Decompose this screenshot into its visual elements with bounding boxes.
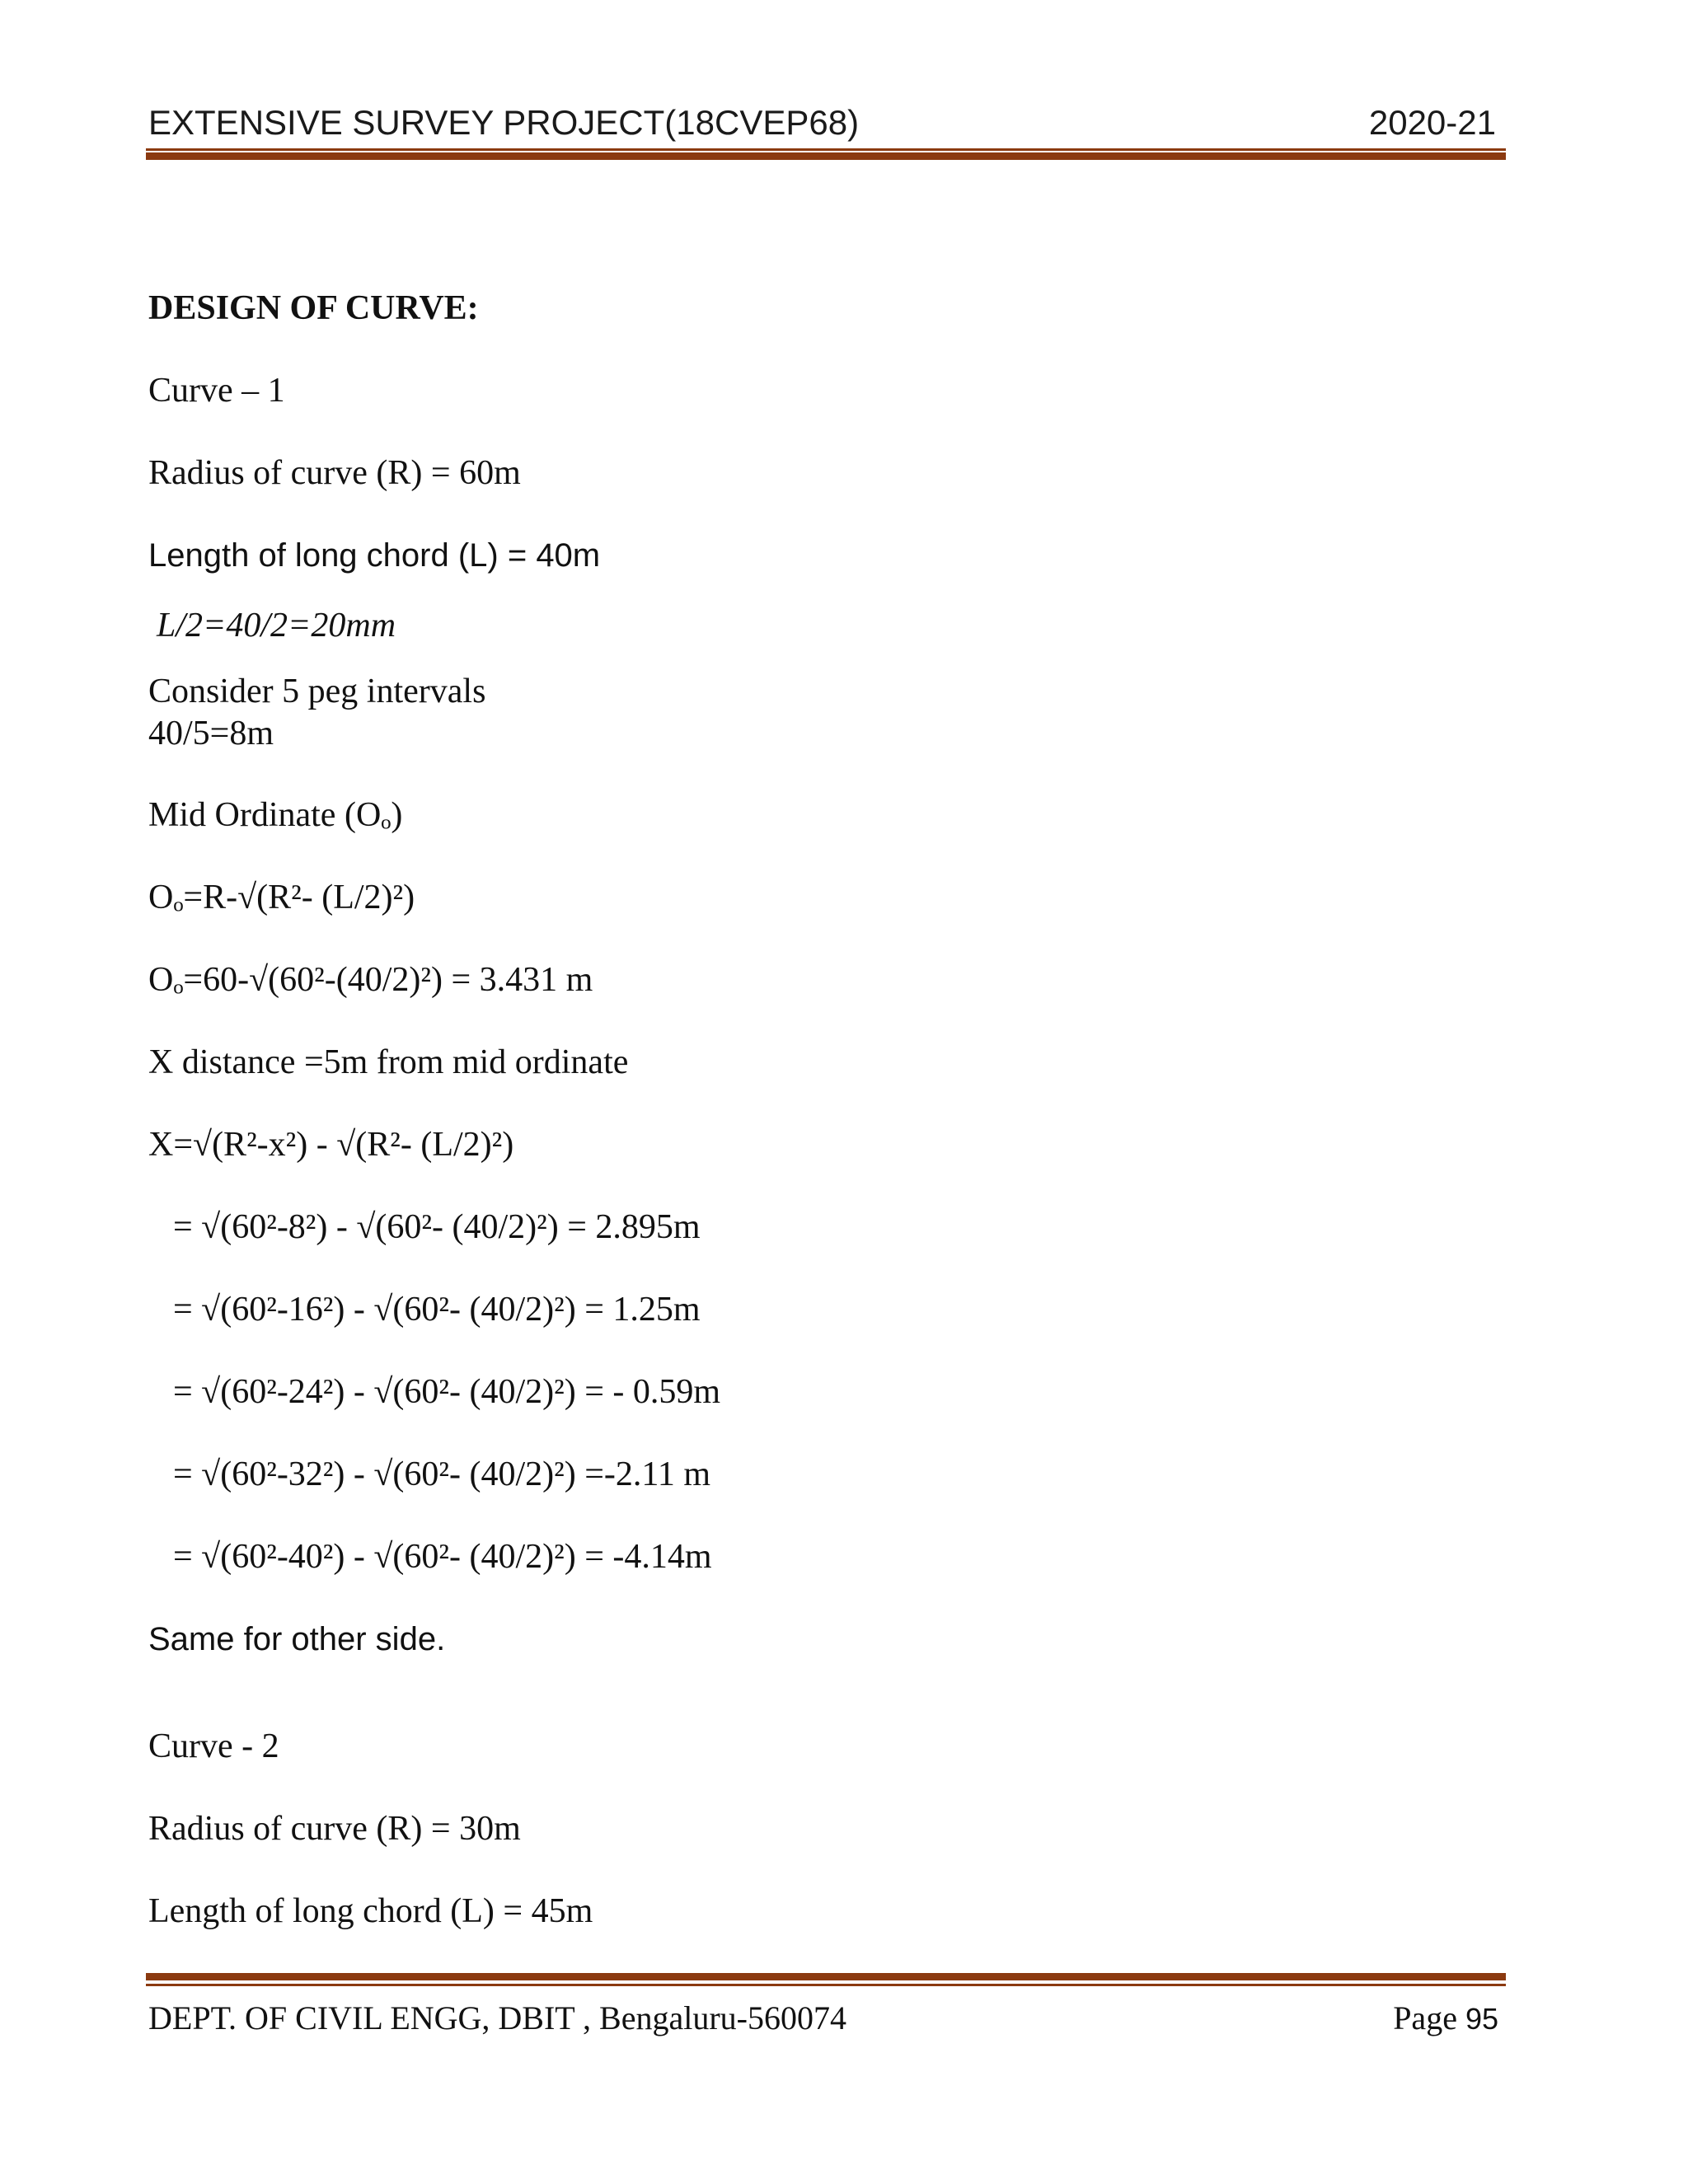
header-rule-thick [146, 152, 1506, 160]
mid-ordinate-label: Mid Ordinate (Oₒ) [148, 796, 403, 834]
curve-2-label: Curve - 2 [148, 1727, 279, 1765]
ordinate-calc-2: = √(60²-16²) - √(60²- (40/2)²) = 1.25m [173, 1291, 701, 1329]
curve-2-radius-line: Radius of curve (R) = 30m [148, 1810, 521, 1848]
footer-department: DEPT. OF CIVIL ENGG, DBIT , Bengaluru-560074 [148, 1999, 846, 2036]
section-heading: DESIGN OF CURVE: [148, 289, 479, 327]
curve-1-label: Curve – 1 [148, 372, 285, 410]
footer-rule-thick [146, 1973, 1506, 1980]
half-chord-equation: L/2=40/2=20mm [157, 607, 396, 644]
x-distance-line: X distance =5m from mid ordinate [148, 1043, 629, 1081]
header-year: 2020-21 [1368, 103, 1496, 142]
header-title: EXTENSIVE SURVEY PROJECT(18CVEP68) [148, 103, 860, 142]
footer-page [1319, 1999, 1498, 2037]
header-rule-thin [146, 148, 1506, 151]
footer-rule-thin [146, 1984, 1506, 1986]
x-formula: X=√(R²-x²) - √(R²- (L/2)²) [148, 1126, 514, 1164]
mid-ordinate-formula: Oₒ=R-√(R²- (L/2)²) [148, 879, 415, 916]
footer-page-label: Page [1393, 1999, 1457, 2036]
ordinate-calc-5: = √(60²-40²) - √(60²- (40/2)²) = -4.14m [173, 1538, 712, 1576]
ordinate-calc-3: = √(60²-24²) - √(60²- (40/2)²) = - 0.59m [173, 1373, 721, 1411]
same-other-side-note: Same for other side. [148, 1621, 446, 1657]
ordinate-calc-1: = √(60²-8²) - √(60²- (40/2)²) = 2.895m [173, 1208, 701, 1246]
footer-page-number: 95 [1465, 2002, 1498, 2036]
curve-2-long-chord-line: Length of long chord (L) = 45m [148, 1892, 593, 1930]
peg-intervals-line: Consider 5 peg intervals [148, 673, 486, 710]
peg-interval-calc: 40/5=8m [148, 715, 274, 752]
mid-ordinate-value: Oₒ=60-√(60²-(40/2)²) = 3.431 m [148, 961, 593, 999]
long-chord-line: Length of long chord (L) = 40m [148, 537, 601, 574]
radius-line: Radius of curve (R) = 60m [148, 454, 521, 492]
ordinate-calc-4: = √(60²-32²) - √(60²- (40/2)²) =-2.11 m [173, 1455, 710, 1493]
